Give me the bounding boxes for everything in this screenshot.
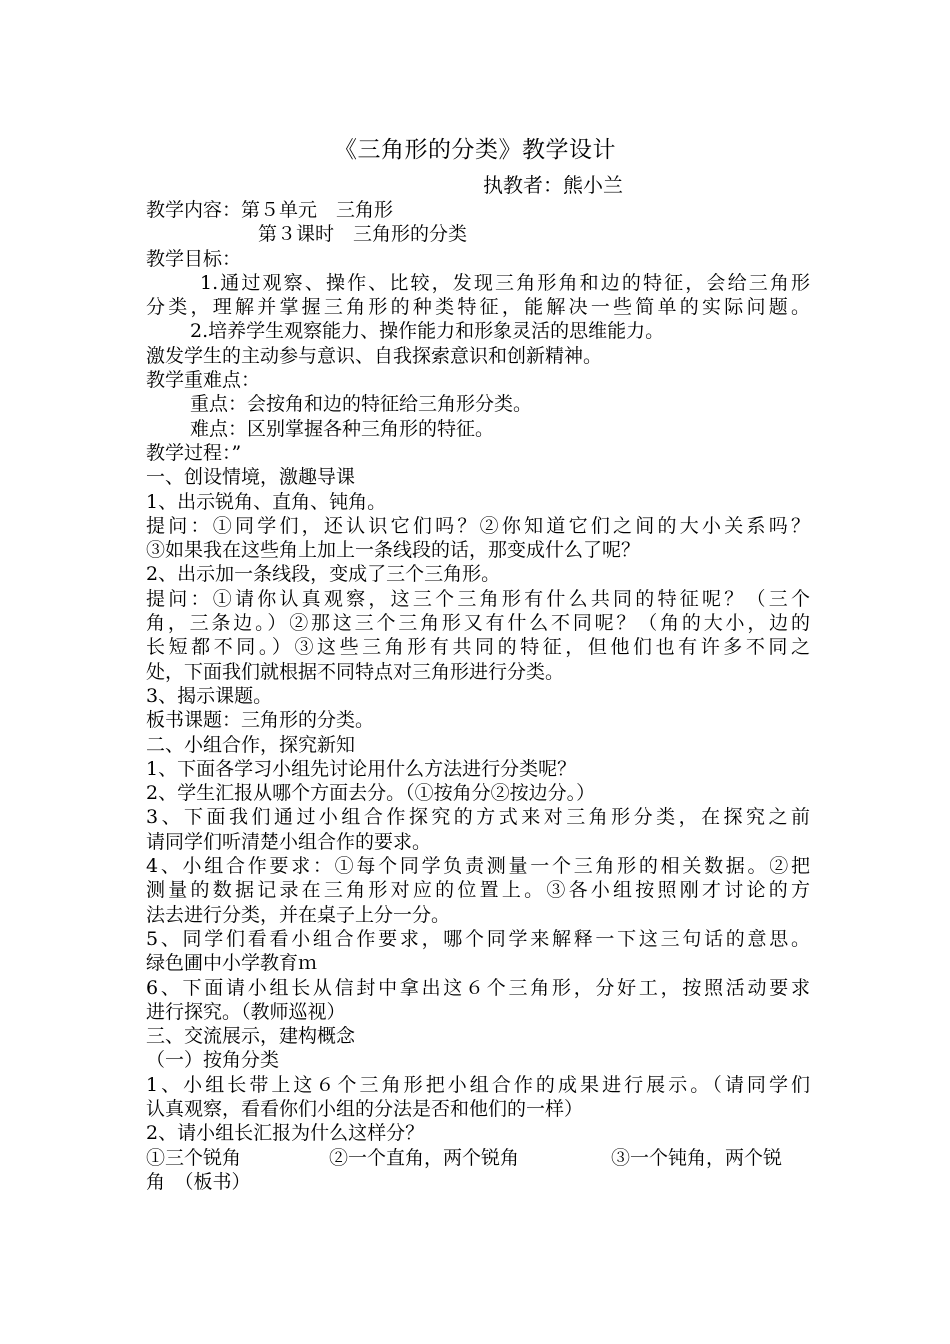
paragraph-line: 测量的数据记录在三角形对应的位置上。③各小组按照刚才讨论的方 (146, 879, 810, 902)
paragraph-line: 处，下面我们就根据不同特点对三角形进行分类。 (146, 660, 565, 683)
paragraph-line: 第３课时 三角形的分类 (258, 223, 468, 246)
classification-item: ①三个锐角 (146, 1146, 242, 1169)
paragraph-line: 分类，理解并掌握三角形的种类特征，能解决一些简单的实际问题。 (146, 296, 810, 319)
paragraph-line: 3、揭示课题。 (146, 684, 273, 707)
paragraph-line: 1、出示锐角、直角、钝角。 (146, 490, 387, 513)
classification-item: ②一个直角，两个锐角 (329, 1146, 520, 1169)
paragraph-line: 请同学们听清楚小组合作的要求。 (146, 830, 432, 853)
subsection-heading: （一）按角分类 (146, 1049, 280, 1072)
paragraph-line: 2、出示加一条线段，变成了三个三角形。 (146, 563, 501, 586)
paragraph-line: 难点：区别掌握各种三角形的特征。 (190, 417, 495, 440)
paragraph-line: 认真观察，看看你们小组的分法是否和他们的一样） (146, 1097, 584, 1120)
document-body (146, 198, 810, 1194)
paragraph-line: ③如果我在这些角上加上一条线段的话，那变成什么了呢？ (146, 539, 641, 562)
section-heading: 三、交流展示，建构概念 (146, 1025, 356, 1048)
section-heading: 一、创设情境，激趣导课 (146, 466, 356, 489)
section-heading: 教学重难点： (146, 369, 261, 392)
paragraph-line: 2、学生汇报从哪个方面去分。（①按角分②按边分。） (146, 782, 596, 805)
paragraph-line: 教学内容：第５单元 三角形 (146, 199, 394, 221)
paragraph-line: 4、小组合作要求：①每个同学负责测量一个三角形的相关数据。②把 (146, 855, 810, 878)
author-line: 执教者：熊小兰 (483, 173, 623, 197)
paragraph-line: 提问：①请你认真观察，这三个三角形有什么共同的特征呢？（三个 (146, 587, 810, 610)
classification-item: ③一个钝角，两个锐 (611, 1146, 783, 1169)
classification-row (146, 1146, 810, 1170)
paragraph-line: 1、小组长带上这６个三角形把小组合作的成果进行展示。（请同学们 (146, 1073, 810, 1096)
paragraph-line: 3、下面我们通过小组合作探究的方式来对三角形分类，在探究之前 (146, 806, 810, 829)
paragraph-line: 6、下面请小组长从信封中拿出这６个三角形，分好工，按照活动要求 (146, 976, 810, 999)
paragraph-line: 5、同学们看看小组合作要求，哪个同学来解释一下这三句话的意思。 (146, 927, 810, 950)
document-title: 《三角形的分类》教学设计 (334, 137, 616, 163)
section-heading: 教学目标： (146, 247, 242, 270)
paragraph-line: 2.培养学生观察能力、操作能力和形象灵活的思维能力。 (190, 320, 665, 343)
paragraph-line: 角 （板书） (146, 1170, 251, 1193)
section-heading: 教学过程：” (146, 441, 242, 464)
paragraph-line: 角，三条边。）②那这三个三角形又有什么不同呢？（角的大小，边的 (146, 612, 810, 635)
paragraph-line: 2、请小组长汇报为什么这样分？ (146, 1122, 425, 1145)
paragraph-line: 重点：会按角和边的特征给三角形分类。 (190, 393, 533, 416)
paragraph-line: 绿色圃中小学教育ｍ (146, 952, 318, 975)
paragraph-line: 1.通过观察、操作、比较，发现三角形角和边的特征，会给三角形 (200, 271, 810, 294)
paragraph-line: 板书课题：三角形的分类。 (146, 709, 375, 732)
paragraph-line: 提问：①同学们，还认识它们吗？②你知道它们之间的大小关系吗？ (146, 514, 810, 537)
paragraph-line: 长短都不同。）③这些三角形有共同的特征，但他们也有许多不同之 (146, 636, 810, 659)
paragraph-line: 1、下面各学习小组先讨论用什么方法进行分类呢？ (146, 757, 577, 780)
paragraph-line: 进行探究。（教师巡视） (146, 1000, 346, 1023)
paragraph-line: 法去进行分类，并在桌子上分一分。 (146, 903, 451, 926)
paragraph-line: 激发学生的主动参与意识、自我探索意识和创新精神。 (146, 344, 603, 367)
section-heading: 二、小组合作，探究新知 (146, 733, 356, 756)
